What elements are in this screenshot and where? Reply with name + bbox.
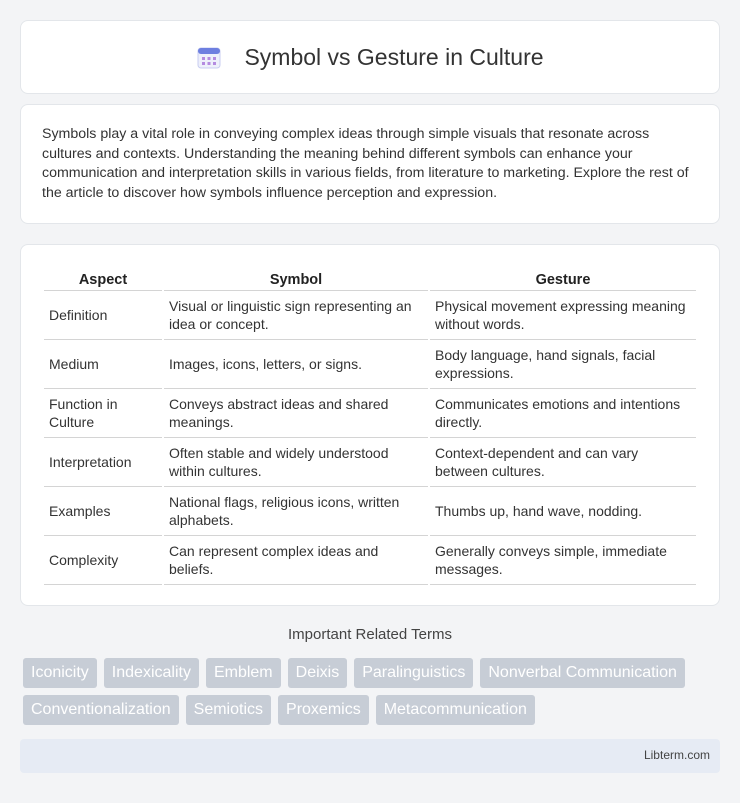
cell-aspect: Interpretation <box>44 438 162 487</box>
cell-symbol: Visual or linguistic sign representing an idea or concept. <box>164 291 428 340</box>
footer-site-link[interactable]: Libterm.com <box>643 748 710 762</box>
cell-gesture: Communicates emotions and intentions directly. <box>430 389 696 438</box>
related-term-tag[interactable]: Emblem <box>206 658 281 688</box>
cell-gesture: Physical movement expressing meaning without words. <box>430 291 696 340</box>
related-term-tag[interactable]: Nonverbal Communication <box>480 658 685 688</box>
comparison-table <box>42 265 698 585</box>
related-term-tag[interactable]: Indexicality <box>104 658 199 688</box>
cell-gesture: Generally conveys simple, immediate messages. <box>430 536 696 585</box>
intro-card <box>20 104 720 224</box>
header-card <box>20 20 720 94</box>
intro-text: Symbols play a vital role in conveying complex ideas through simple visuals that resonate across cultures and contexts. Understanding the meaning behind different symbols can enhance your communication and interpretation skills in various fields, from literature to marketing. Explore the rest of the article to discover how symbols influence perception and expression. <box>42 126 689 201</box>
related-term-tag[interactable]: Deixis <box>288 658 348 688</box>
footer <box>20 739 720 773</box>
column-header-gesture: Gesture <box>430 265 696 291</box>
related-term-tag[interactable]: Metacommunication <box>376 695 535 725</box>
table-row <box>44 487 696 536</box>
cell-aspect: Examples <box>44 487 162 536</box>
related-term-tag[interactable]: Iconicity <box>23 658 97 688</box>
related-terms-list <box>23 658 723 725</box>
cell-gesture: Thumbs up, hand wave, nodding. <box>430 487 696 536</box>
related-term-tag[interactable]: Semiotics <box>186 695 271 725</box>
cell-aspect: Definition <box>44 291 162 340</box>
related-term-tag[interactable]: Conventionalization <box>23 695 179 725</box>
cell-aspect: Medium <box>44 340 162 389</box>
cell-gesture: Body language, hand signals, facial expressions. <box>430 340 696 389</box>
column-header-symbol: Symbol <box>164 265 428 291</box>
related-term-tag[interactable]: Proxemics <box>278 695 369 725</box>
cell-symbol: National flags, religious icons, written alphabets. <box>164 487 428 536</box>
cell-symbol: Images, icons, letters, or signs. <box>164 340 428 389</box>
table-header-row <box>44 265 696 291</box>
related-term-tag[interactable]: Paralinguistics <box>354 658 473 688</box>
cell-symbol: Can represent complex ideas and beliefs. <box>164 536 428 585</box>
calendar-icon <box>196 44 222 70</box>
comparison-table-card <box>20 244 720 606</box>
table-row <box>44 536 696 585</box>
page-title: Symbol vs Gesture in Culture <box>244 43 544 70</box>
table-row <box>44 438 696 487</box>
table-row <box>44 291 696 340</box>
cell-symbol: Often stable and widely understood within cultures. <box>164 438 428 487</box>
cell-aspect: Complexity <box>44 536 162 585</box>
column-header-aspect: Aspect <box>44 265 162 291</box>
cell-symbol: Conveys abstract ideas and shared meanings. <box>164 389 428 438</box>
table-row <box>44 340 696 389</box>
related-terms-title: Important Related Terms <box>288 626 452 643</box>
cell-gesture: Context-dependent and can vary between cultures. <box>430 438 696 487</box>
cell-aspect: Function in Culture <box>44 389 162 438</box>
table-row <box>44 389 696 438</box>
